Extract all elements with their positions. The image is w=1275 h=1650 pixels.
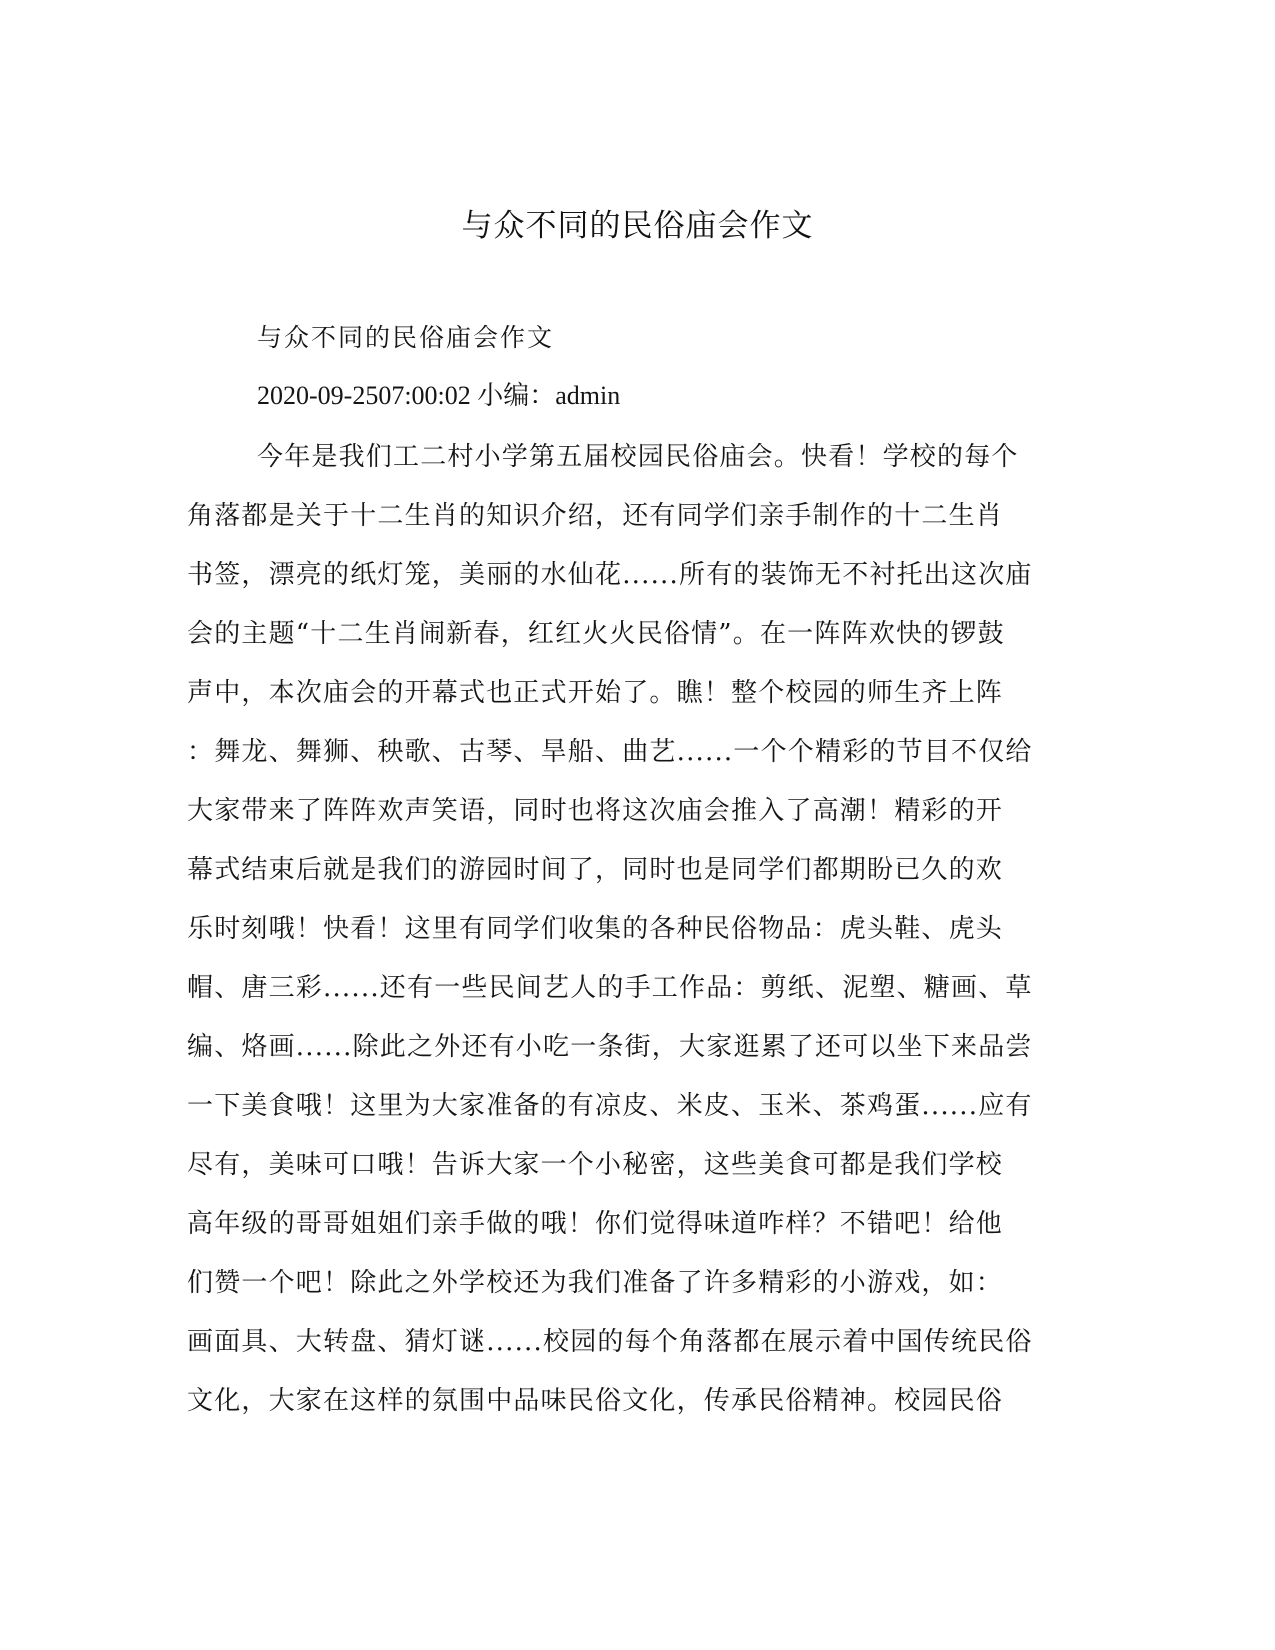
- body-line: 今年是我们工二村小学第五届校园民俗庙会。快看！学校的每个: [257, 442, 1019, 472]
- body-line: 们赞一个吧！除此之外学校还为我们准备了许多精彩的小游戏，如：: [187, 1268, 1004, 1298]
- article-subtitle: 与众不同的民俗庙会作文: [257, 323, 555, 352]
- body-line: 一下美食哦！这里为大家准备的有凉皮、米皮、玉米、茶鸡蛋......应有: [187, 1091, 1033, 1121]
- body-line: ：舞龙、舞狮、秧歌、古琴、旱船、曲艺......一个个精彩的节目不仅给: [187, 737, 1033, 767]
- body-line: 声中，本次庙会的开幕式也正式开始了。瞧！整个校园的师生齐上阵: [187, 678, 1004, 708]
- article-body: [187, 428, 1067, 1431]
- body-line: 高年级的哥哥姐姐们亲手做的哦！你们觉得味道咋样？不错吧！给他: [187, 1209, 1004, 1239]
- article-meta: 2020-09-2507:00:02 小编：admin: [257, 381, 621, 410]
- body-line: 幕式结束后就是我们的游园时间了，同时也是同学们都期盼已久的欢: [187, 855, 1004, 885]
- body-line: 帽、唐三彩......还有一些民间艺人的手工作品：剪纸、泥塑、糖画、草: [187, 973, 1033, 1003]
- body-line: 尽有，美味可口哦！告诉大家一个小秘密，这些美食可都是我们学校: [187, 1150, 1004, 1180]
- body-line: 角落都是关于十二生肖的知识介绍，还有同学们亲手制作的十二生肖: [187, 501, 1004, 531]
- body-line: 编、烙画......除此之外还有小吃一条街，大家逛累了还可以坐下来品尝: [187, 1032, 1033, 1062]
- body-line: 大家带来了阵阵欢声笑语，同时也将这次庙会推入了高潮！精彩的开: [187, 796, 1004, 826]
- document-title: 与众不同的民俗庙会作文: [461, 208, 814, 244]
- body-line: 文化，大家在这样的氛围中品味民俗文化，传承民俗精神。校园民俗: [187, 1386, 1004, 1416]
- body-line: 书签，漂亮的纸灯笼，美丽的水仙花......所有的装饰无不衬托出这次庙: [187, 560, 1033, 590]
- body-line: 会的主题“十二生肖闹新春，红红火火民俗情”。在一阵阵欢快的锣鼓: [187, 619, 1005, 649]
- body-line: 画面具、大转盘、猜灯谜......校园的每个角落都在展示着中国传统民俗: [187, 1327, 1033, 1357]
- body-line: 乐时刻哦！快看！这里有同学们收集的各种民俗物品：虎头鞋、虎头: [187, 914, 1004, 944]
